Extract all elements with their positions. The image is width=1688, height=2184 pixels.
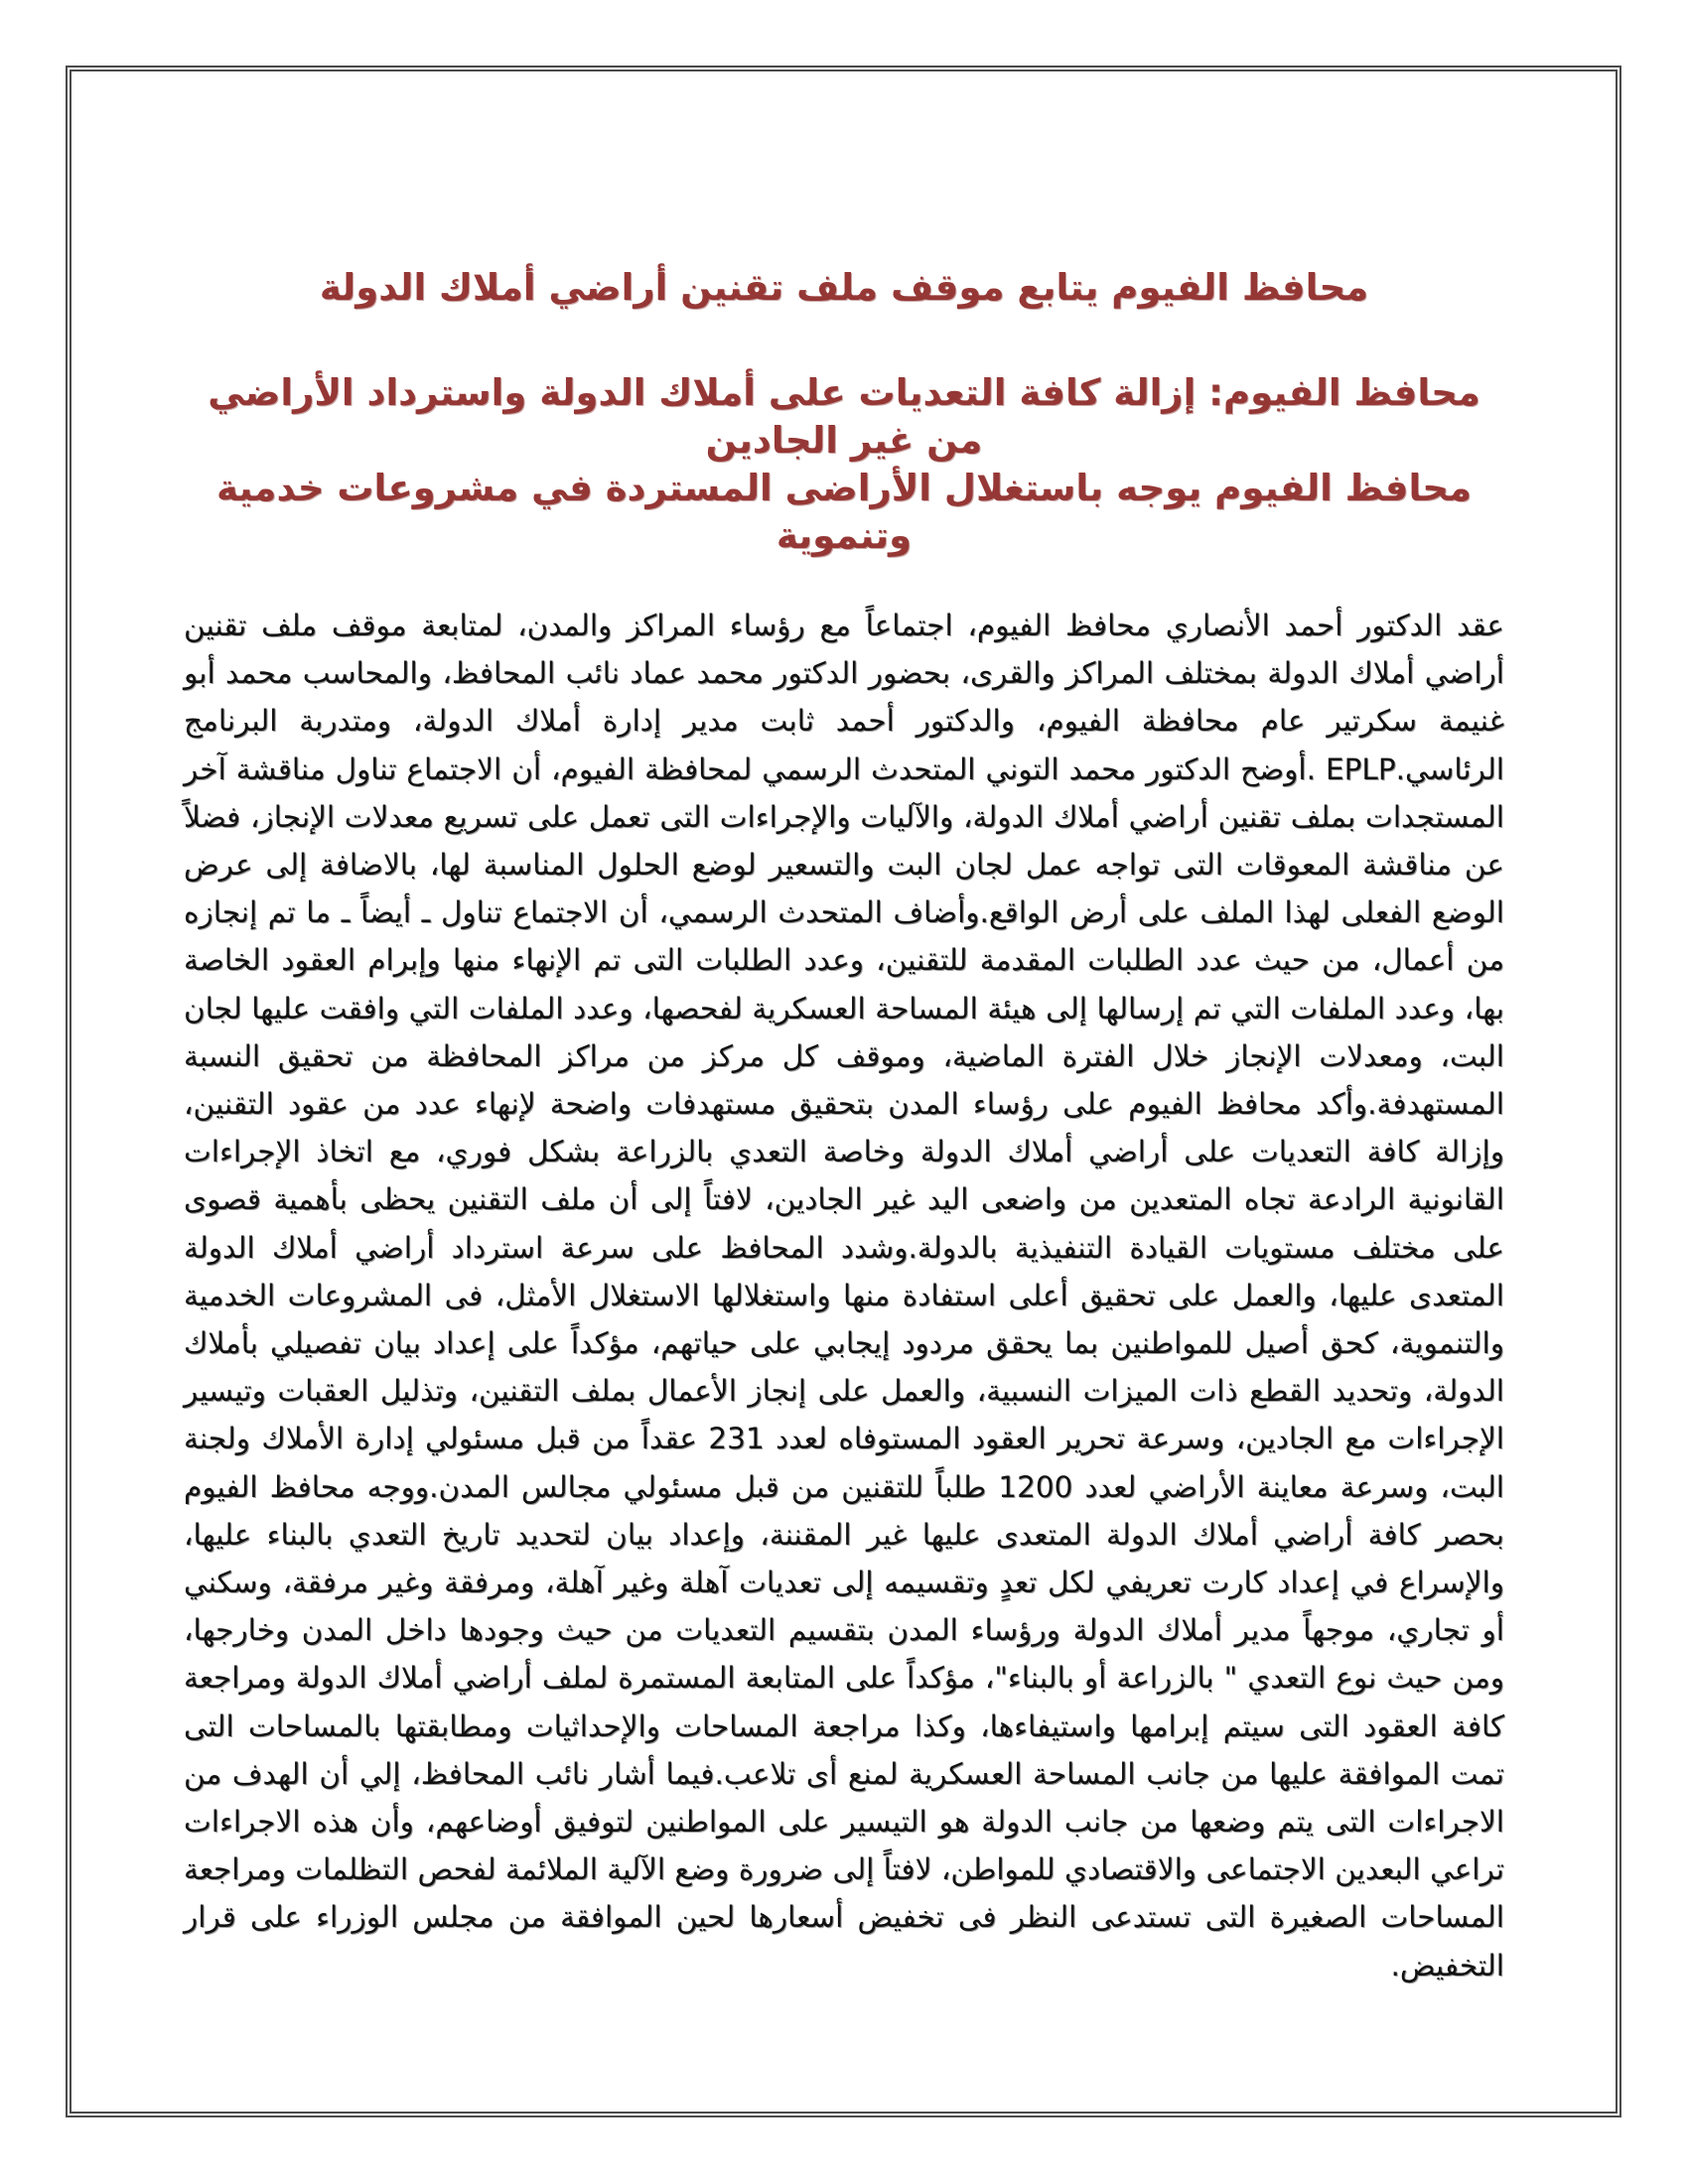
article-subheadings	[184, 369, 1504, 560]
article-body: عقد الدكتور أحمد الأنصاري محافظ الفيوم، اجتماعاً مع رؤساء المراكز والمدن، لمتابعة موقف ملف تقنين أراضي أملاك الدولة بمختلف المراكز والقرى، بحضور الدكتور محمد عماد نائب المحافظ، والمحاسب محمد أبو غنيمة سكرتير عام محافظة الفيوم، والدكتور أحمد ثابت مدير إدارة أملاك الدولة، ومتدربة البرنامج الرئاسي.EPLP .أوضح الدكتور محمد التوني المتحدث الرسمي لمحافظة الفيوم، أن الاجتماع تناول مناقشة آخر المستجدات بملف تقنين أراضي أملاك الدولة، والآليات والإجراءات التى تعمل على تسريع معدلات الإنجاز، فضلاً عن مناقشة المعوقات التى تواجه عمل لجان البت والتسعير لوضع الحلول المناسبة لها، بالاضافة إلى عرض الوضع الفعلى لهذا الملف على أرض الواقع.وأضاف المتحدث الرسمي، أن الاجتماع تناول ـ أيضاً ـ ما تم إنجازه من أعمال، من حيث عدد الطلبات المقدمة للتقنين، وعدد الطلبات التى تم الإنهاء منها وإبرام العقود الخاصة بها، وعدد الملفات التي تم إرسالها إلى هيئة المساحة العسكرية لفحصها، وعدد الملفات التي وافقت عليها لجان البت، ومعدلات الإنجاز خلال الفترة الماضية، وموقف كل مركز من مراكز المحافظة من تحقيق النسبة المستهدفة.وأكد محافظ الفيوم على رؤساء المدن بتحقيق مستهدفات واضحة لإنهاء عدد من عقود التقنين، وإزالة كافة التعديات على أراضي أملاك الدولة وخاصة التعدي بالزراعة بشكل فوري، مع اتخاذ الإجراءات القانونية الرادعة تجاه المتعدين من واضعى اليد غير الجادين، لافتاً إلى أن ملف التقنين يحظى بأهمية قصوى على مختلف مستويات القيادة التنفيذية بالدولة.وشدد المحافظ على سرعة استرداد أراضي أملاك الدولة المتعدى عليها، والعمل على تحقيق أعلى استفادة منها واستغلالها الاستغلال الأمثل، فى المشروعات الخدمية والتنموية، كحق أصيل للمواطنين بما يحقق مردود إيجابي على حياتهم، مؤكداً على إعداد بيان تفصيلي بأملاك الدولة، وتحديد القطع ذات الميزات النسبية، والعمل على إنجاز الأعمال بملف التقنين، وتذليل العقبات وتيسير الإجراءات مع الجادين، وسرعة تحرير العقود المستوفاه لعدد 231 عقداً من قبل مسئولي إدارة الأملاك ولجنة البت، وسرعة معاينة الأراضي لعدد 1200 طلباً للتقنين من قبل مسئولي مجالس المدن.ووجه محافظ الفيوم بحصر كافة أراضي أملاك الدولة المتعدى عليها غير المقننة، وإعداد بيان لتحديد تاريخ التعدي بالبناء عليها، والإسراع في إعداد كارت تعريفي لكل تعدٍ وتقسيمه إلى تعديات آهلة وغير آهلة، ومرفقة وغير مرفقة، وسكني أو تجاري، موجهاً مدير أملاك الدولة ورؤساء المدن بتقسيم التعديات من حيث وجودها داخل المدن وخارجها، ومن حيث نوع التعدي " بالزراعة أو بالبناء"، مؤكداً على المتابعة المستمرة لملف أراضي أملاك الدولة ومراجعة كافة العقود التى سيتم إبرامها واستيفاءها، وكذا مراجعة المساحات والإحداثيات ومطابقتها بالمساحات التى تمت الموافقة عليها من جانب المساحة العسكرية لمنع أى تلاعب.فيما أشار نائب المحافظ، إلي أن الهدف من الاجراءات التى يتم وضعها من جانب الدولة هو التيسير على المواطنين لتوفيق أوضاعهم، وأن هذه الاجراءات تراعي البعدين الاجتماعى والاقتصادي للمواطن، لافتاً إلى ضرورة وضع الآلية الملائمة لفحص التظلمات ومراجعة المساحات الصغيرة التى تستدعى النظر فى تخفيض أسعارها لحين الموافقة من مجلس الوزراء على قرار التخفيض.	[184, 609, 1504, 1982]
article	[184, 260, 1504, 1989]
article-title: محافظ الفيوم يتابع موقف ملف تقنين أراضي أملاك الدولة	[319, 266, 1369, 309]
article-subtitle: محافظ الفيوم يوجه باستغلال الأراضى المستردة في مشروعات خدمية وتنموية	[216, 467, 1472, 557]
article-subtitle: محافظ الفيوم: إزالة كافة التعديات على أملاك الدولة واسترداد الأراضي من غير الجادين	[208, 371, 1480, 462]
